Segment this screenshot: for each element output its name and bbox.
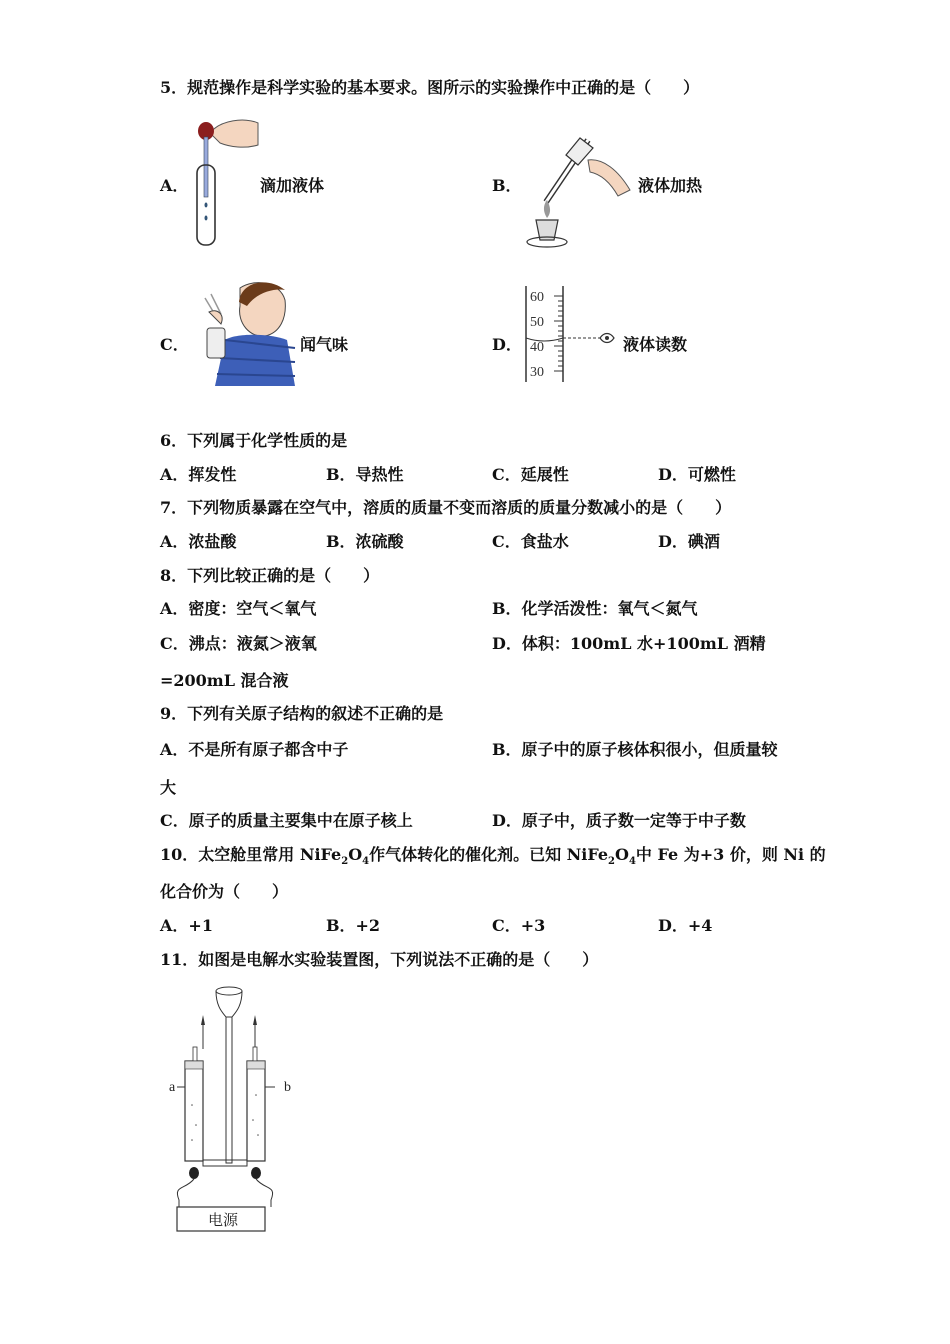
- q10-sub2: 4: [362, 856, 370, 868]
- q8-option-d: D．体积：100mL 水+100mL 酒精: [492, 634, 766, 653]
- tick-label-40: 40: [530, 340, 544, 355]
- q10-option-c: C．+3: [492, 916, 546, 935]
- tick-label-50: 50: [530, 315, 544, 330]
- q9-option-c: C．原子的质量主要集中在原子核上: [160, 811, 413, 830]
- q9-stem: 9．下列有关原子结构的叙述不正确的是: [160, 704, 444, 723]
- power-source-label: 电源: [208, 1213, 239, 1229]
- q9-option-b: B．原子中的原子核体积很小，但质量较: [492, 740, 778, 759]
- q10-sub1: 2: [341, 856, 349, 868]
- q10-stem-line2: 化合价为（ ）: [160, 882, 289, 901]
- smelling-gas-image: [195, 278, 300, 386]
- q10-stem-part1: 10．太空舱里常用 NiFe: [160, 845, 342, 864]
- q5-option-b-letter: B．: [492, 176, 522, 195]
- q10-stem-part5: 中 Fe 为+3 价，则 Ni 的: [635, 845, 826, 864]
- q5-option-c-letter: C．: [160, 335, 189, 354]
- q10-sub4: 4: [628, 856, 636, 868]
- q8-option-c: C．沸点：液氮＞液氧: [160, 634, 317, 653]
- q7-stem: 7．下列物质暴露在空气中，溶质的质量不变而溶质的质量分数减小的是（ ）: [160, 498, 732, 517]
- q8-option-d-continued: =200mL 混合液: [160, 671, 289, 690]
- q8-stem: 8．下列比较正确的是（ ）: [160, 566, 380, 585]
- q7-option-c: C．食盐水: [492, 532, 569, 551]
- q9-option-a: A．不是所有原子都含中子: [160, 740, 349, 759]
- graduated-cylinder-image: [518, 282, 623, 386]
- q7-option-a: A．浓盐酸: [160, 532, 237, 551]
- q6-option-d: D．可燃性: [658, 465, 736, 484]
- q10-stem-part4: O: [615, 845, 629, 864]
- q9-option-b-continued: 大: [160, 778, 177, 797]
- q8-option-a: A．密度：空气＜氧气: [160, 599, 317, 618]
- q6-option-b: B．导热性: [326, 465, 404, 484]
- q5-option-b-text: 液体加热: [638, 176, 703, 195]
- q10-sub3: 2: [608, 856, 616, 868]
- q7-option-b: B．浓硫酸: [326, 532, 404, 551]
- q7-option-d: D．碘酒: [658, 532, 720, 551]
- q10-stem-part3: 作气体转化的催化剂。已知 NiFe: [369, 845, 609, 864]
- q5-stem: 5．规范操作是科学实验的基本要求。图所示的实验操作中正确的是（ ）: [160, 78, 700, 97]
- tick-label-30: 30: [530, 365, 544, 380]
- electrode-label-a: a: [169, 1080, 176, 1095]
- q5-option-d-text: 液体读数: [623, 335, 688, 354]
- q6-option-a: A．挥发性: [160, 465, 237, 484]
- q5-option-c-text: 闻气味: [300, 335, 349, 354]
- q10-stem: [160, 845, 826, 872]
- q9-option-d: D．原子中，质子数一定等于中子数: [492, 811, 746, 830]
- q10-option-d: D．+4: [658, 916, 713, 935]
- q6-stem: 6．下列属于化学性质的是: [160, 431, 348, 450]
- q6-option-c: C．延展性: [492, 465, 569, 484]
- q10-option-b: B．+2: [326, 916, 381, 935]
- q11-stem: 11．如图是电解水实验装置图，下列说法不正确的是（ ）: [160, 950, 599, 969]
- dropper-test-tube-image: [190, 115, 260, 250]
- tick-label-60: 60: [530, 290, 544, 305]
- q10-stem-part2: O: [348, 845, 363, 864]
- electrode-label-b: b: [284, 1080, 291, 1095]
- q5-option-a-letter: A．: [160, 176, 189, 195]
- electrolysis-apparatus-diagram: [165, 985, 300, 1235]
- q5-option-d-letter: D．: [492, 335, 522, 354]
- q5-option-a-text: 滴加液体: [260, 176, 325, 195]
- q8-option-b: B．化学活泼性：氧气＜氮气: [492, 599, 698, 618]
- heating-liquid-image: [518, 130, 638, 250]
- q10-option-a: A．+1: [160, 916, 213, 935]
